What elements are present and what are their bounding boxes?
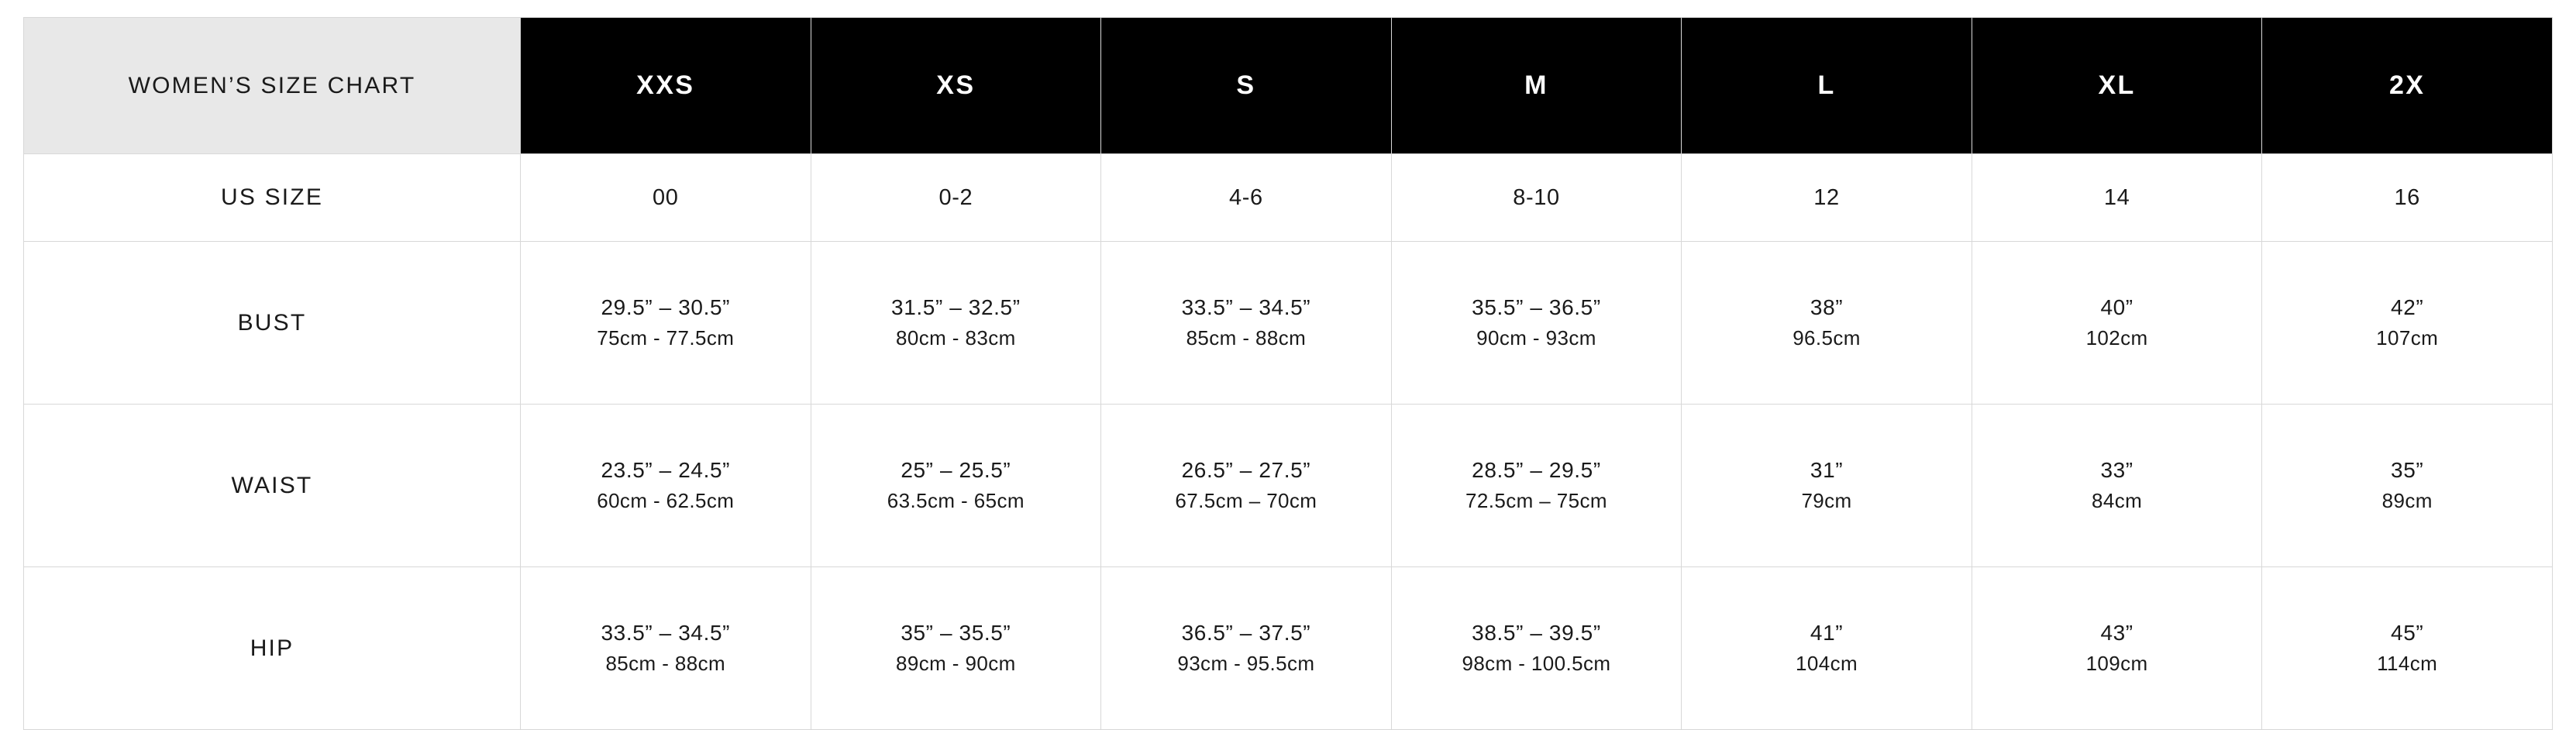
- size-column-header-xl: XL: [1972, 18, 2262, 154]
- value-imperial: 33.5” – 34.5”: [601, 621, 731, 646]
- value-imperial: 38.5” – 39.5”: [1472, 621, 1601, 646]
- cell-us-size-xl: [1972, 154, 2262, 242]
- size-column-header-l: L: [1682, 18, 1972, 154]
- cell-bust-xxs: [521, 242, 811, 405]
- value-metric: 89cm - 90cm: [896, 651, 1016, 675]
- cell-bust-2x: [2262, 242, 2553, 405]
- table-row: [24, 405, 2553, 567]
- value-imperial: 38”: [1810, 295, 1844, 320]
- value-imperial: 29.5” – 30.5”: [601, 295, 731, 320]
- value-metric: 79cm: [1801, 488, 1852, 512]
- womens-size-chart-table: [23, 17, 2553, 730]
- value-metric: 63.5cm - 65cm: [887, 488, 1025, 512]
- value-imperial: 14: [2103, 184, 2130, 210]
- cell-waist-s: [1101, 405, 1392, 567]
- cell-hip-l: [1682, 567, 1972, 730]
- cell-us-size-m: [1391, 154, 1682, 242]
- cell-waist-xl: [1972, 405, 2262, 567]
- cell-us-size-s: [1101, 154, 1392, 242]
- value-imperial: 25” – 25.5”: [901, 458, 1011, 483]
- value-imperial: 23.5” – 24.5”: [601, 458, 731, 483]
- value-imperial: 35” – 35.5”: [901, 621, 1011, 646]
- cell-waist-xs: [811, 405, 1101, 567]
- value-imperial: 35.5” – 36.5”: [1472, 295, 1601, 320]
- value-metric: 60cm - 62.5cm: [597, 488, 735, 512]
- cell-us-size-xs: [811, 154, 1101, 242]
- value-imperial: 26.5” – 27.5”: [1181, 458, 1311, 483]
- value-imperial: 45”: [2391, 621, 2424, 646]
- value-metric: 96.5cm: [1793, 325, 1861, 350]
- value-imperial: 28.5” – 29.5”: [1472, 458, 1601, 483]
- value-imperial: 12: [1813, 184, 1840, 210]
- cell-us-size-xxs: [521, 154, 811, 242]
- size-column-header-m: M: [1391, 18, 1682, 154]
- table-row: [24, 154, 2553, 242]
- value-imperial: 41”: [1810, 621, 1844, 646]
- value-metric: 89cm: [2381, 488, 2433, 512]
- value-metric: 84cm: [2092, 488, 2143, 512]
- value-imperial: 31”: [1810, 458, 1844, 483]
- cell-waist-m: [1391, 405, 1682, 567]
- cell-bust-s: [1101, 242, 1392, 405]
- cell-hip-xl: [1972, 567, 2262, 730]
- table-header: [24, 18, 2553, 154]
- value-imperial: 8-10: [1513, 184, 1560, 210]
- value-imperial: 33”: [2100, 458, 2133, 483]
- value-metric: 104cm: [1796, 651, 1858, 675]
- value-imperial: 43”: [2100, 621, 2133, 646]
- row-label-bust: BUST: [24, 242, 521, 405]
- value-metric: 102cm: [2085, 325, 2148, 350]
- value-imperial: 0-2: [938, 184, 973, 210]
- cell-hip-xxs: [521, 567, 811, 730]
- size-column-header-xxs: XXS: [521, 18, 811, 154]
- value-imperial: 40”: [2100, 295, 2133, 320]
- value-imperial: 16: [2394, 184, 2420, 210]
- cell-waist-xxs: [521, 405, 811, 567]
- value-metric: 90cm - 93cm: [1476, 325, 1596, 350]
- cell-bust-xs: [811, 242, 1101, 405]
- value-imperial: 00: [653, 184, 679, 210]
- value-imperial: 36.5” – 37.5”: [1181, 621, 1311, 646]
- table-body: [24, 154, 2553, 730]
- cell-hip-s: [1101, 567, 1392, 730]
- cell-us-size-2x: [2262, 154, 2553, 242]
- size-column-header-2x: 2X: [2262, 18, 2553, 154]
- value-imperial: 35”: [2391, 458, 2424, 483]
- chart-title: WOMEN’S SIZE CHART: [24, 18, 521, 154]
- value-imperial: 31.5” – 32.5”: [891, 295, 1021, 320]
- value-metric: 85cm - 88cm: [605, 651, 726, 675]
- table-row: [24, 242, 2553, 405]
- value-metric: 98cm - 100.5cm: [1462, 651, 1611, 675]
- value-metric: 93cm - 95.5cm: [1177, 651, 1315, 675]
- cell-bust-xl: [1972, 242, 2262, 405]
- value-metric: 80cm - 83cm: [896, 325, 1016, 350]
- value-imperial: 42”: [2391, 295, 2424, 320]
- row-label-waist: WAIST: [24, 405, 521, 567]
- cell-waist-2x: [2262, 405, 2553, 567]
- value-metric: 75cm - 77.5cm: [597, 325, 735, 350]
- row-label-hip: HIP: [24, 567, 521, 730]
- row-label-us-size: US SIZE: [24, 154, 521, 242]
- value-imperial: 4-6: [1229, 184, 1263, 210]
- cell-hip-xs: [811, 567, 1101, 730]
- cell-us-size-l: [1682, 154, 1972, 242]
- value-metric: 67.5cm – 70cm: [1175, 488, 1317, 512]
- value-metric: 85cm - 88cm: [1186, 325, 1307, 350]
- size-column-header-s: S: [1101, 18, 1392, 154]
- size-column-header-xs: XS: [811, 18, 1101, 154]
- header-row: [24, 18, 2553, 154]
- cell-hip-m: [1391, 567, 1682, 730]
- value-metric: 114cm: [2377, 651, 2438, 675]
- value-metric: 109cm: [2085, 651, 2148, 675]
- value-metric: 72.5cm – 75cm: [1465, 488, 1607, 512]
- cell-bust-m: [1391, 242, 1682, 405]
- cell-waist-l: [1682, 405, 1972, 567]
- cell-hip-2x: [2262, 567, 2553, 730]
- value-metric: 107cm: [2376, 325, 2439, 350]
- cell-bust-l: [1682, 242, 1972, 405]
- value-imperial: 33.5” – 34.5”: [1181, 295, 1311, 320]
- table-row: [24, 567, 2553, 730]
